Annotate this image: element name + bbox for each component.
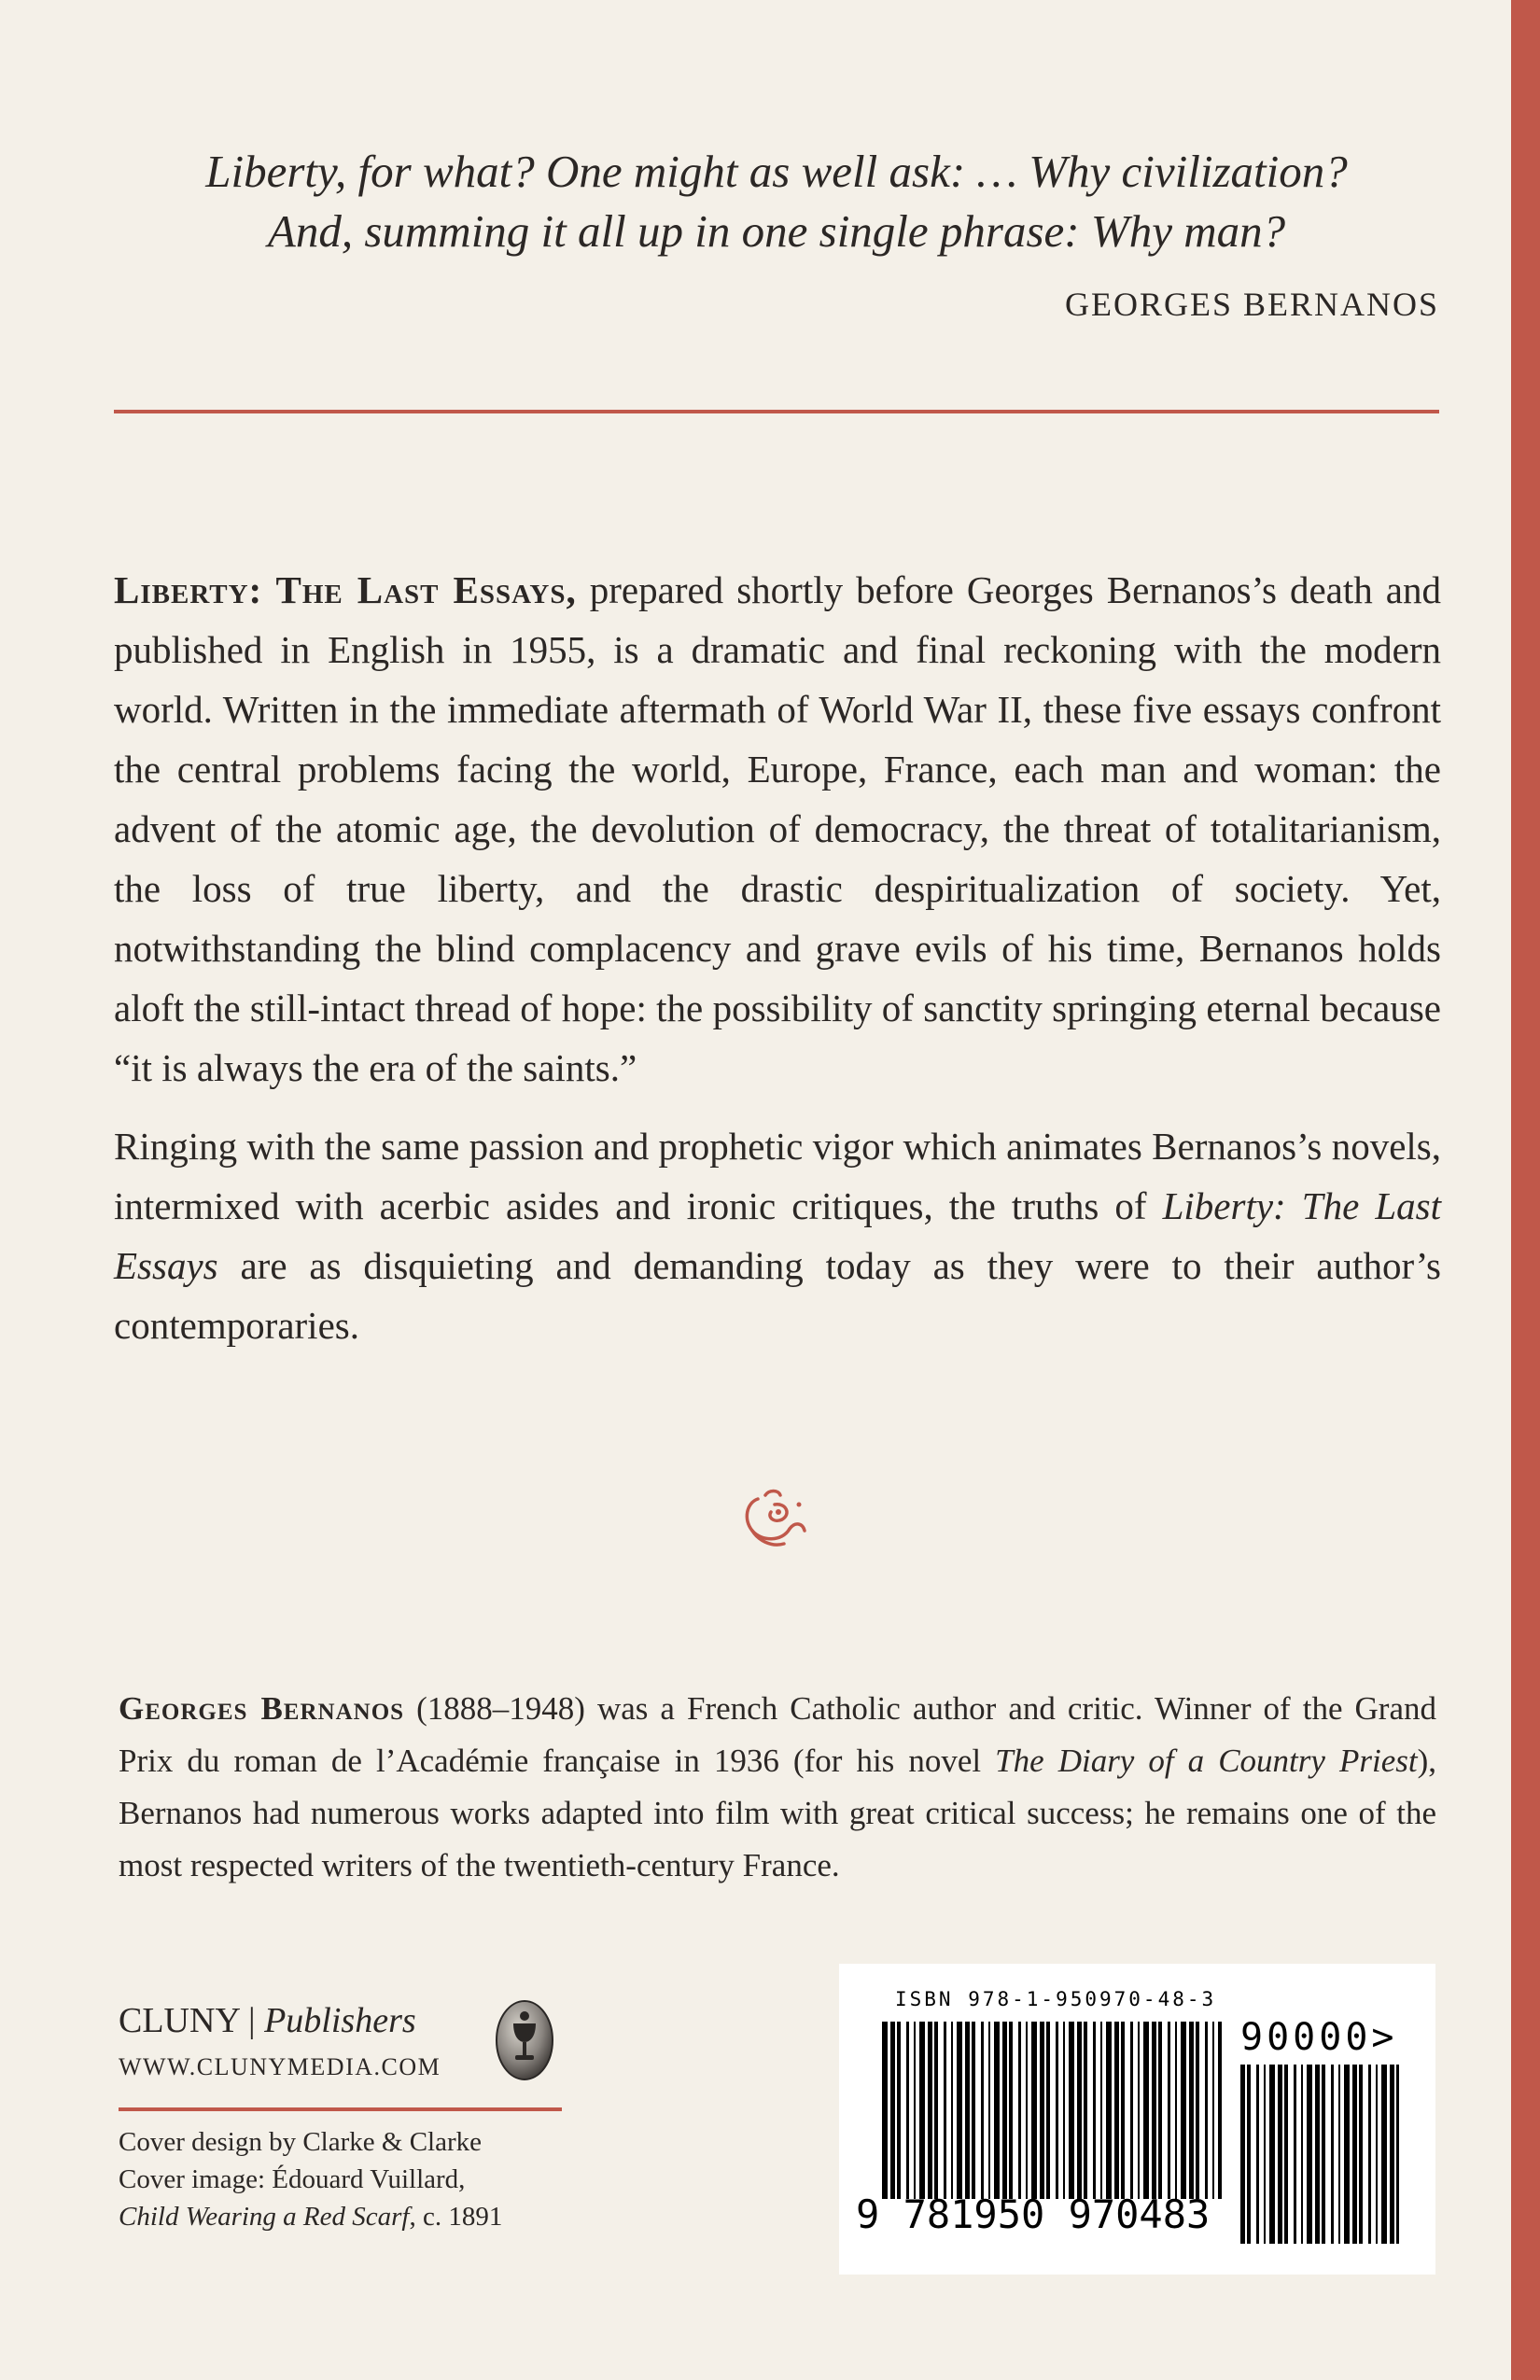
barcode-bar bbox=[1009, 2022, 1013, 2199]
description-text-2a: Ringing with the same passion and prophetic vigor which animates Bernanos’s novels, intermixed with acerbic asides and ironic critiques, the truths of bbox=[114, 1125, 1441, 1227]
barcode-bar bbox=[934, 2022, 938, 2199]
barcode-bar bbox=[957, 2022, 962, 2199]
barcode-bar bbox=[919, 2022, 925, 2199]
publisher-divider bbox=[119, 2107, 562, 2111]
barcode-bar bbox=[1196, 2022, 1199, 2199]
description-paragraph-1 bbox=[114, 560, 1441, 1098]
barcode-bar bbox=[1106, 2022, 1112, 2199]
barcode-bar bbox=[1093, 2022, 1096, 2199]
publisher-separator: | bbox=[239, 2001, 265, 2040]
bio-text-1: (1888–1948) was a French Catholic author and critic. Winner of the Grand Prix du roman de l’Académie française in 1936 (for his novel bbox=[119, 1690, 1436, 1779]
barcode-bar bbox=[1084, 2022, 1087, 2199]
isbn-barcode bbox=[839, 1964, 1435, 2275]
cover-credits bbox=[119, 2123, 604, 2235]
barcode-bar bbox=[1264, 2065, 1266, 2244]
barcode-bar bbox=[1376, 2065, 1378, 2244]
barcode-bar bbox=[906, 2022, 909, 2199]
barcode-bar bbox=[1046, 2022, 1050, 2199]
barcode-bar bbox=[1359, 2065, 1363, 2244]
spine-edge bbox=[1511, 0, 1540, 2380]
barcode-bar bbox=[1121, 2022, 1125, 2199]
barcode-bar bbox=[1278, 2065, 1282, 2244]
credit-image-title-line bbox=[119, 2198, 604, 2235]
bio-text-2: ), Bernanos had numerous works adapted into film with great critical success; he remains one of the most respected writers of the twentieth-century France. bbox=[119, 1743, 1436, 1883]
barcode-bar bbox=[1069, 2022, 1074, 2199]
credit-design: Cover design by Clarke & Clarke bbox=[119, 2127, 482, 2157]
credit-painting-title: Child Wearing a Red Scarf bbox=[119, 2202, 410, 2232]
barcode-bar bbox=[1158, 2022, 1162, 2199]
barcode-bar bbox=[1138, 2022, 1140, 2199]
barcode-bar bbox=[1294, 2065, 1296, 2244]
credit-painting-date: , c. 1891 bbox=[409, 2202, 503, 2232]
barcode-bar bbox=[1077, 2022, 1082, 2199]
barcode-bar bbox=[972, 2022, 975, 2199]
price-code: 90000> bbox=[1240, 2016, 1398, 2059]
top-divider bbox=[114, 410, 1439, 413]
author-bio bbox=[119, 1683, 1436, 1892]
barcode-bar bbox=[1344, 2065, 1350, 2244]
publisher-name-main: CLUNY bbox=[119, 2001, 240, 2040]
barcode-bar bbox=[1307, 2065, 1312, 2244]
barcode-bar bbox=[1152, 2022, 1156, 2199]
barcode-bar bbox=[1256, 2065, 1259, 2244]
barcode-bar bbox=[965, 2022, 970, 2199]
barcode-bar bbox=[1175, 2022, 1177, 2199]
barcode-bar bbox=[1114, 2022, 1119, 2199]
book-title: Liberty: The Last Essays, bbox=[114, 568, 577, 611]
barcode-bar bbox=[1218, 2022, 1222, 2199]
barcode-bar bbox=[1269, 2065, 1275, 2244]
barcode-bar bbox=[1056, 2022, 1058, 2199]
barcode-bar bbox=[1284, 2065, 1288, 2244]
fleuron-ornament-icon bbox=[737, 1482, 812, 1557]
epigraph bbox=[114, 142, 1439, 325]
barcode-bar bbox=[1240, 2065, 1245, 2244]
barcode-bar bbox=[1100, 2022, 1102, 2199]
epigraph-line-1: Liberty, for what? One might as well ask: … Why civilization? bbox=[205, 146, 1348, 197]
barcode-bar bbox=[981, 2022, 984, 2199]
barcode-bar bbox=[914, 2022, 916, 2199]
barcode-bar bbox=[988, 2022, 990, 2199]
barcode-bar bbox=[1315, 2065, 1320, 2244]
barcode-bar bbox=[1396, 2065, 1399, 2244]
publisher-url[interactable]: WWW.CLUNYMEDIA.COM bbox=[119, 2053, 441, 2080]
barcode-bar bbox=[1331, 2065, 1334, 2244]
barcode-bar bbox=[1002, 2022, 1007, 2199]
epigraph-line-2: And, summing it all up in one single phrase: Why man? bbox=[267, 205, 1286, 257]
barcode-bar bbox=[1031, 2022, 1037, 2199]
barcode-bar bbox=[1205, 2022, 1208, 2199]
publisher-seal-icon bbox=[495, 1999, 554, 2081]
publisher-name-suffix: Publishers bbox=[264, 2001, 416, 2040]
barcode-bar bbox=[1352, 2065, 1357, 2244]
barcode-bar bbox=[1322, 2065, 1325, 2244]
isbn-label: ISBN 978-1-950970-48-3 bbox=[895, 1988, 1217, 2010]
description-paragraph-2 bbox=[114, 1116, 1441, 1355]
barcode-bar bbox=[1018, 2022, 1021, 2199]
barcode-bar bbox=[1390, 2065, 1394, 2244]
barcode-bar bbox=[1063, 2022, 1065, 2199]
barcode-bar bbox=[928, 2022, 932, 2199]
barcode-bar bbox=[951, 2022, 953, 2199]
bio-novel-title: The Diary of a Country Priest bbox=[995, 1743, 1418, 1779]
barcode-bar bbox=[897, 2022, 901, 2199]
barcode-bar bbox=[1212, 2022, 1214, 2199]
barcode-bar bbox=[890, 2022, 895, 2199]
barcode-bar bbox=[994, 2022, 1000, 2199]
barcode-bar bbox=[1338, 2065, 1340, 2244]
barcode-bar bbox=[1040, 2022, 1044, 2199]
credit-image: Cover image: Édouard Vuillard, bbox=[119, 2164, 466, 2194]
barcode-bar bbox=[1130, 2022, 1133, 2199]
epigraph-author: GEORGES BERNANOS bbox=[1064, 286, 1439, 323]
barcode-bar bbox=[944, 2022, 946, 2199]
description-text-1: prepared shortly before Georges Bernanos’s death and published in English in 1955, is a dramatic and final reckoning with the modern world. Written in the immediate aftermath of World War II, these five essays confront the central problems facing the world, Europe, France, each man and woman: the advent of the atomic age, the devolution of democracy, the threat of totalitarianism, the loss of true liberty, and the drastic despiritualization of society. Yet, notwithstanding the blind complacency and grave evils of his time, Bernanos holds aloft the still-intact thread of hope: the possibility of sanctity springing eternal because “it is always the era of the saints.” bbox=[114, 568, 1441, 1089]
barcode-bar bbox=[1143, 2022, 1149, 2199]
barcode-bar bbox=[1026, 2022, 1028, 2199]
author-name: Georges Bernanos bbox=[119, 1690, 405, 1727]
barcode-bar bbox=[882, 2022, 888, 2199]
description-text-2b: are as disquieting and demanding today as they were to their author’s contemporaries. bbox=[114, 1244, 1441, 1347]
barcode-bar bbox=[1381, 2065, 1387, 2244]
barcode-digits: 9 781950 970483 bbox=[856, 2191, 1211, 2237]
barcode-bar bbox=[1247, 2065, 1251, 2244]
barcode-bar bbox=[1368, 2065, 1371, 2244]
barcode-bar bbox=[1301, 2065, 1303, 2244]
book-title-italic: Liberty: The Last Essays bbox=[114, 1184, 1441, 1287]
barcode-bar bbox=[1168, 2022, 1170, 2199]
book-description bbox=[114, 560, 1441, 1374]
barcode-bar bbox=[1189, 2022, 1194, 2199]
barcode-bar bbox=[1181, 2022, 1186, 2199]
